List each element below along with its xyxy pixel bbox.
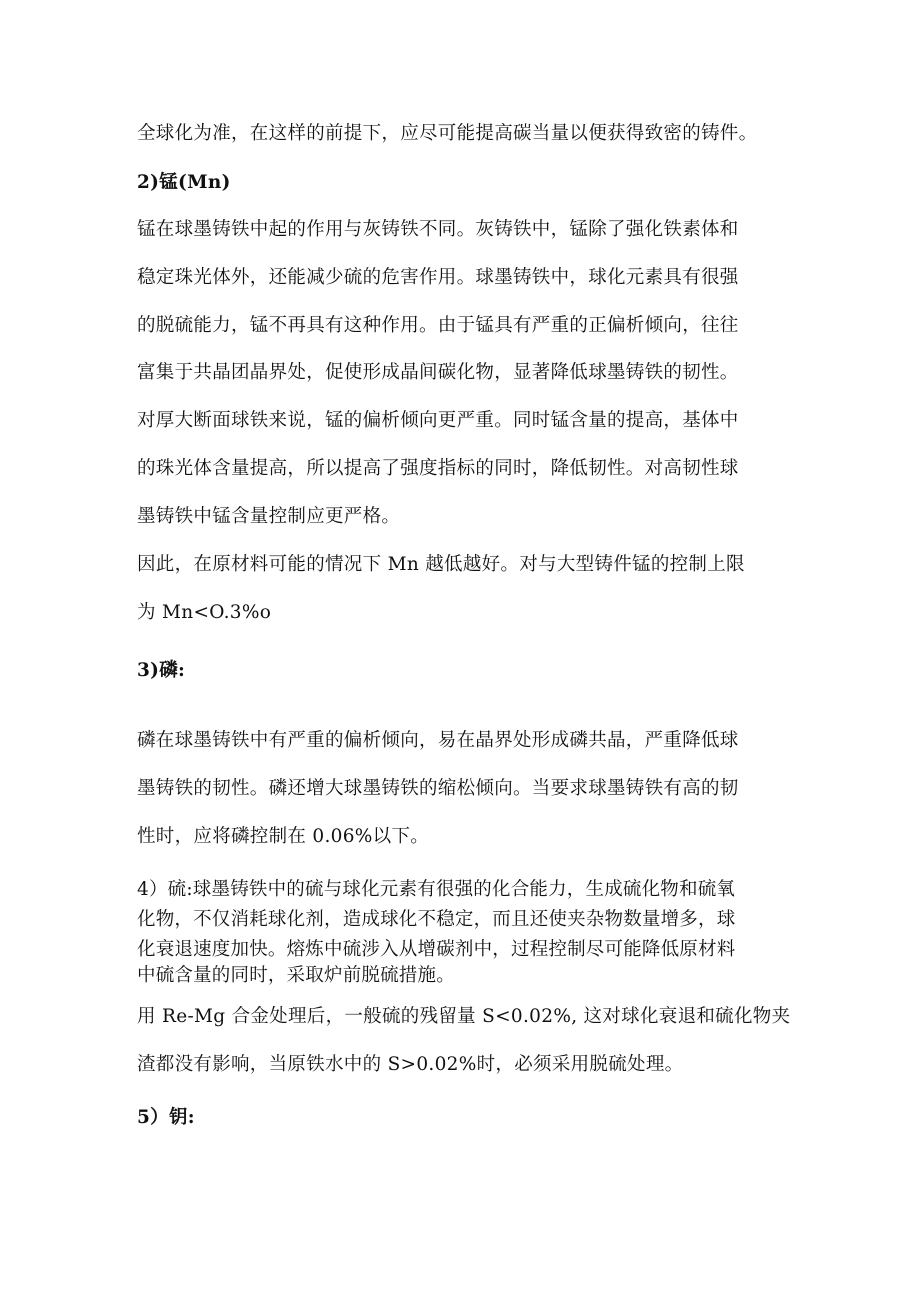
paragraph-line: 墨铸铁中锰含量控制应更严格。 [137,506,401,527]
paragraph-line: 的脱硫能力，锰不再具有这种作用。由于锰具有严重的正偏析倾向，往往 [137,315,739,336]
paragraph-line: 化物，不仅消耗球化剂，造成球化不稳定，而且还使夹杂物数量增多，球 [137,909,736,930]
paragraph-line: 对厚大断面球铁来说，锰的偏析倾向更严重。同时锰含量的提高，基体中 [137,410,739,431]
paragraph-line-sulfur: 4）硫:球墨铸铁中的硫与球化元素有很强的化合能力，生成硫化物和硫氧 [137,879,736,900]
paragraph-line: 富集于共晶团晶界处，促使形成晶间碳化物，显著降低球墨铸铁的韧性。 [137,362,739,383]
paragraph-line: 墨铸铁的韧性。磷还增大球墨铸铁的缩松倾向。当要求球墨铸铁有高的韧 [137,778,739,799]
paragraph-line: 锰在球墨铸铁中起的作用与灰铸铁不同。灰铸铁中，锰除了强化铁素体和 [137,219,739,240]
paragraph-line: 中硫含量的同时，采取炉前脱硫措施。 [137,965,455,986]
paragraph-line: 因此，在原材料可能的情况下 Mn 越低越好。对与大型铸件锰的控制上限 [137,554,745,575]
paragraph-line: 性时，应将磷控制在 0.06%以下。 [137,826,430,847]
section-heading-phosphorus: 3)磷: [137,660,186,681]
paragraph-line: 用 Re-Mg 合金处理后，一般硫的残留量 S<0.02%, 这对球化衰退和硫化物夹 [137,1006,791,1027]
paragraph-line: 的珠光体含量提高，所以提高了强度指标的同时，降低韧性。对高韧性球 [137,458,739,479]
paragraph-line: 渣都没有影响，当原铁水中的 S>0.02%时，必须采用脱硫处理。 [137,1054,684,1075]
paragraph-line: 磷在球墨铸铁中有严重的偏析倾向，易在晶界处形成磷共晶，严重降低球 [137,730,739,751]
paragraph-line: 稳定珠光体外，还能减少硫的危害作用。球墨铸铁中，球化元素具有很强 [137,267,739,288]
paragraph-line: 化衰退速度加快。熔炼中硫涉入从增碳剂中，过程控制尽可能降低原材料 [137,939,736,960]
section-heading-manganese: 2)锰(Mn) [137,172,231,193]
paragraph-line: 为 Mn<O.3%o [137,602,272,623]
paragraph-line: 全球化为准，在这样的前提下，应尽可能提高碳当量以便获得致密的铸件。 [137,123,758,144]
section-heading-5: 5）钥: [137,1107,195,1128]
